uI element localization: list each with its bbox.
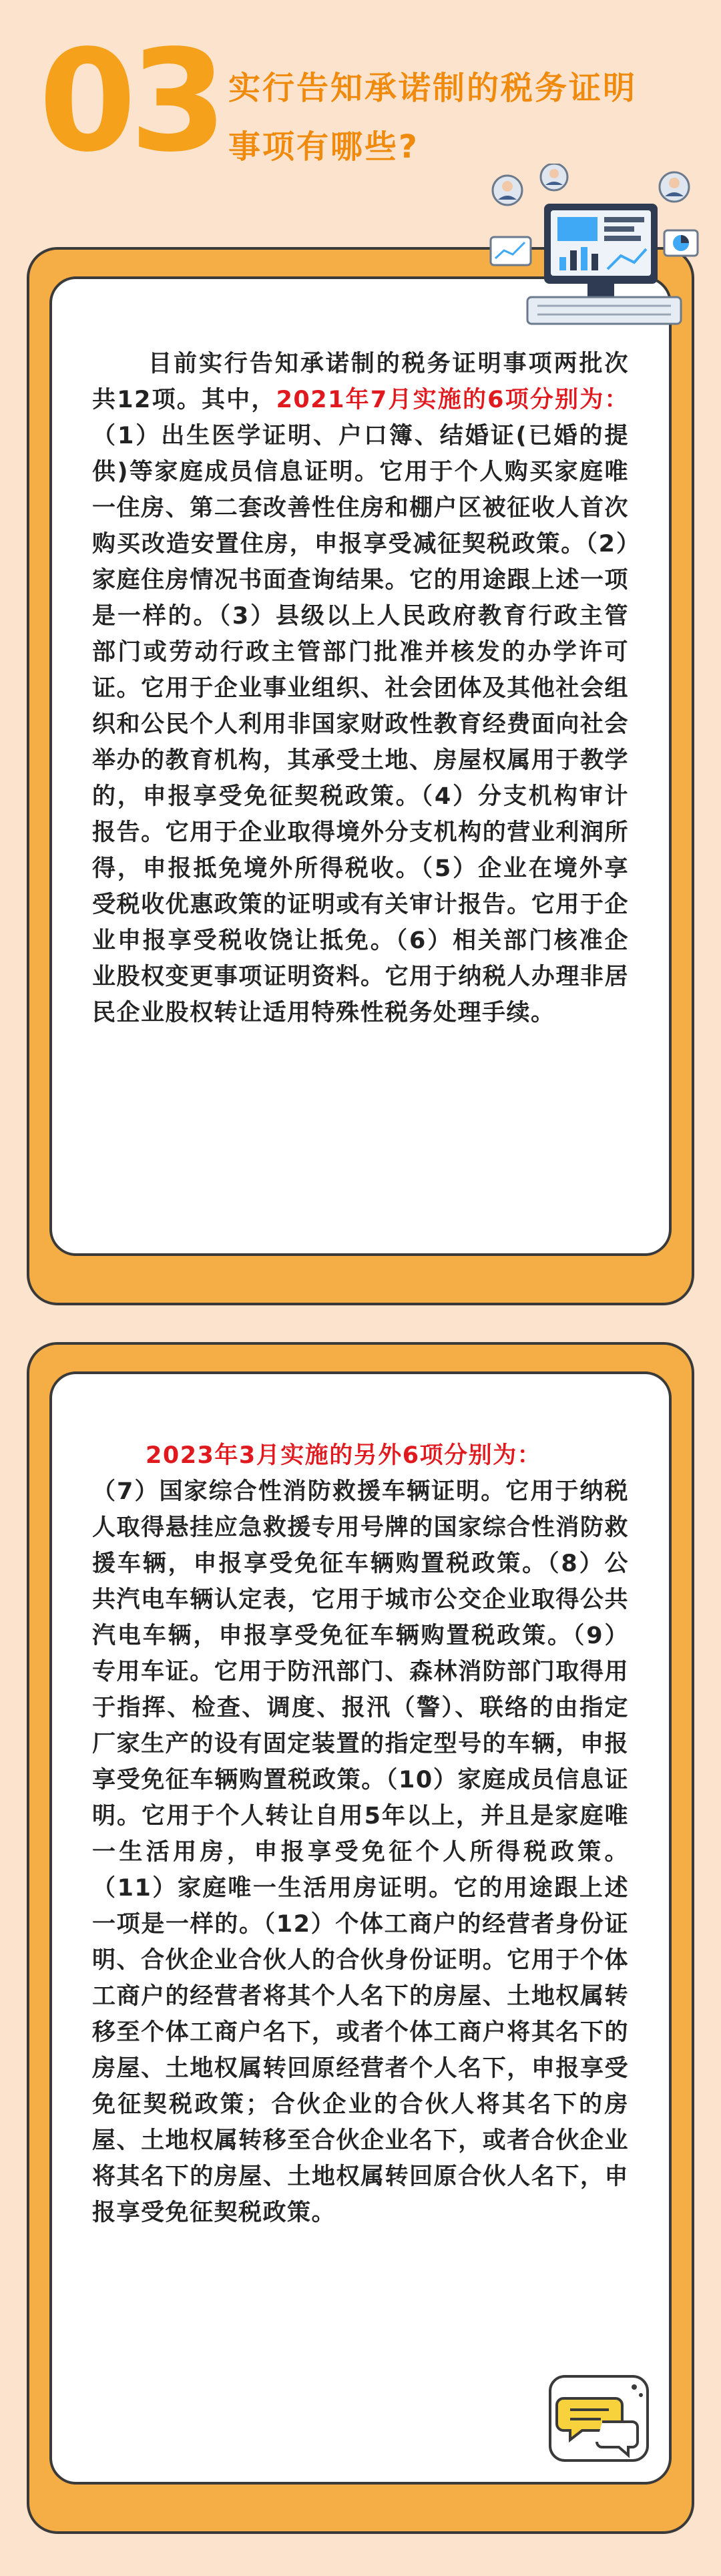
- card-first-batch: [27, 247, 694, 1305]
- card-second-batch-text: [92, 1438, 629, 2231]
- card-first-batch-text: [92, 346, 629, 1031]
- card-second-batch-inner: [49, 1371, 672, 2485]
- page-title: [228, 59, 696, 176]
- card1-intro: 目前实行告知承诺制的税务证明事项两批次共12项。其中，: [92, 351, 629, 413]
- card2-body: （7）国家综合性消防救援车辆证明。它用于纳税人取得悬挂应急救援专用号牌的国家综合性消防救援车辆，申报享受免征车辆购置税政策。（8）公共汽电车辆认定表，它用于城市公交企业取得公共汽电车辆，申报享受免征车辆购置税政策。（9）专用车证。它用于防汛部门、森林消防部门取得用于指挥、检查、调度、报汛（警）、联络的由指定厂家生产的设有固定装置的指定型号的车辆，申报享受免征车辆购置税政策。（10）家庭成员信息证明。它用于个人转让自用5年以上，并且是家庭唯一生活用房，申报享受免征个人所得税政策。（11）家庭唯一生活用房证明。它的用途跟上述一项是一样的。（12）个体工商户的经营者身份证明、合伙企业合伙人的合伙身份证明。它用于个体工商户的经营者将其个人名下的房屋、土地权属转移至个体工商户名下，或者个体工商户将其名下的房屋、土地权属转回原经营者个人名下，申报享受免征契税政策；合伙企业的合伙人将其名下的房屋、土地权属转移至合伙企业名下，或者合伙企业将其名下的房屋、土地权属转回原合伙人名下，申报享受免征契税政策。: [92, 1478, 629, 2226]
- card2-highlight: 2023年3月实施的另外6项分别为：: [146, 1442, 542, 1469]
- card1-highlight: 2021年7月实施的6项分别为：: [276, 387, 629, 413]
- chat-bubbles-icon: [549, 2375, 649, 2462]
- title-line-1: 实行告知承诺制的税务证明: [228, 69, 638, 107]
- computer-data-illustration-icon: [481, 164, 701, 331]
- title-line-2: 事项有哪些?: [228, 128, 419, 166]
- card-second-batch: [27, 1342, 694, 2534]
- section-number: 03: [39, 19, 221, 183]
- card-first-batch-inner: [49, 276, 672, 1256]
- card1-body: （1）出生医学证明、户口簿、结婚证(已婚的提供)等家庭成员信息证明。它用于个人购买家庭唯一住房、第二套改善性住房和棚户区被征收人首次购买改造安置住房，申报享受减征契税政策。（2）家庭住房情况书面查询结果。它的用途跟上述一项是一样的。（3）县级以上人民政府教育行政主管部门或劳动行政主管部门批准并核发的办学许可证。它用于企业事业组织、社会团体及其他社会组织和公民个人利用非国家财政性教育经费面向社会举办的教育机构，其承受土地、房屋权属用于教学的，申报享受免征契税政策。（4）分支机构审计报告。它用于企业取得境外分支机构的营业利润所得，申报抵免境外所得税收。（5）企业在境外享受税收优惠政策的证明或有关审计报告。它用于企业申报享受税收饶让抵免。（6）相关部门核准企业股权变更事项证明资料。它用于纳税人办理非居民企业股权转让适用特殊性税务处理手续。: [92, 423, 629, 1026]
